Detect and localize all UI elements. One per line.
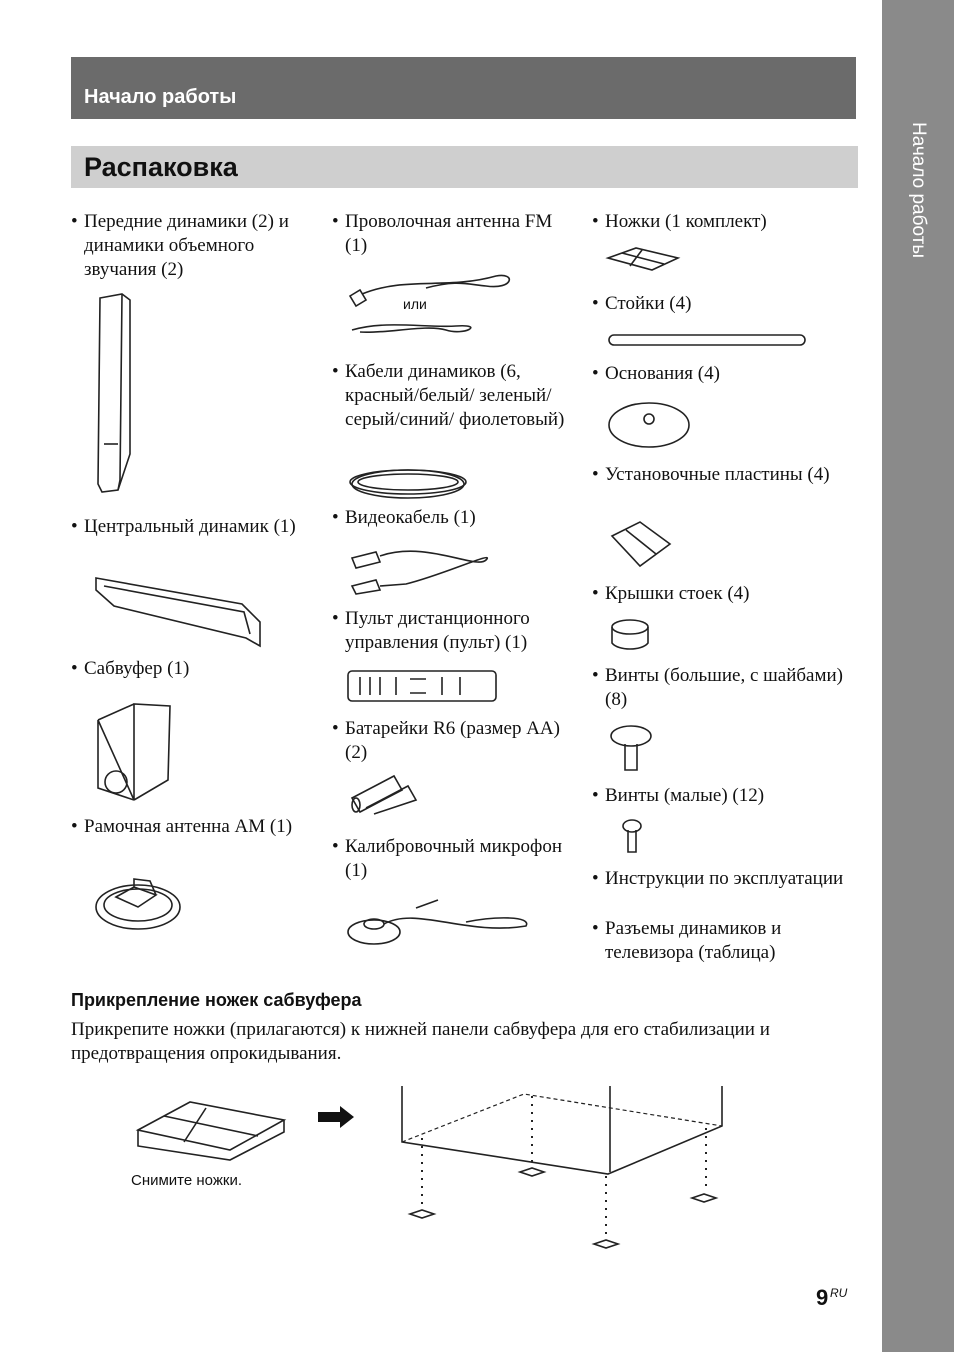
item-bases: • Основания (4) — [592, 362, 855, 386]
page-number: 9 — [816, 1285, 829, 1310]
page-title-bar — [71, 146, 858, 188]
page-title: Распаковка — [84, 152, 238, 182]
arrow-right-icon — [316, 1104, 356, 1130]
speaker-cables-illustration — [346, 464, 474, 500]
subsection-title: Прикрепление ножек сабвуфера — [71, 990, 362, 1010]
item-remote: • Пульт дистанционного управления (пульт) (1) — [332, 607, 575, 655]
item-covers: • Крышки стоек (4) — [592, 582, 855, 606]
page-suffix: RU — [830, 1286, 848, 1300]
large-screw-illustration — [609, 722, 657, 774]
am-antenna-illustration — [94, 873, 184, 933]
video-cable-illustration — [346, 540, 492, 594]
subwoofer-bottom-illustration — [396, 1084, 732, 1256]
feet-sheet-illustration — [134, 1098, 292, 1162]
batteries-illustration — [346, 772, 422, 816]
mic-illustration — [346, 886, 532, 950]
item-front-speakers: • Передние динамики (2) и динамики объемного звучания (2) — [71, 210, 324, 282]
item-video-cable: • Видеокабель (1) — [332, 506, 565, 530]
base-illustration — [607, 397, 695, 451]
remove-feet-caption: Снимите ножки. — [131, 1172, 242, 1189]
item-center-speaker: • Центральный динамик (1) — [71, 515, 324, 539]
subsection-text: Прикрепите ножки (прилагаются) к нижней панели сабвуфера для его стабилизации и предотвращения опрокидывания. — [71, 1019, 770, 1064]
item-plates: • Установочные пластины (4) — [592, 463, 855, 487]
item-subwoofer: • Сабвуфер (1) — [71, 657, 324, 681]
plate-illustration — [610, 520, 672, 568]
item-screws-large: • Винты (большие, с шайбами) (8) — [592, 664, 855, 712]
item-batteries: • Батарейки R6 (размер AA) (2) — [332, 717, 565, 765]
side-tab-label: Начало работы — [908, 121, 929, 259]
section-header — [71, 57, 856, 119]
or-label: или — [403, 296, 427, 312]
pole-illustration — [607, 333, 807, 347]
item-screws-small: • Винты (малые) (12) — [592, 784, 855, 808]
center-speaker-illustration — [94, 576, 264, 648]
feet-illustration — [606, 246, 680, 274]
item-speaker-cables: • Кабели динамиков (6, красный/белый/ зеленый/серый/синий/ фиолетовый) — [332, 360, 575, 432]
small-screw-illustration — [620, 818, 644, 856]
fm-antenna-illustration — [346, 266, 516, 346]
subwoofer-illustration — [96, 702, 172, 804]
remote-illustration — [346, 669, 498, 703]
item-mic: • Калибровочный микрофон (1) — [332, 835, 565, 883]
front-speaker-illustration — [96, 294, 136, 494]
item-fm-antenna: • Проволочная антенна FM (1) — [332, 210, 565, 258]
section-header-label: Начало работы — [84, 86, 237, 108]
item-poles: • Стойки (4) — [592, 292, 855, 316]
cover-illustration — [608, 617, 654, 653]
item-am-antenna: • Рамочная антенна AM (1) — [71, 815, 324, 839]
item-feet: • Ножки (1 комплект) — [592, 210, 855, 234]
item-manual: • Инструкции по эксплуатации — [592, 867, 855, 891]
item-connections: • Разъемы динамиков и телевизора (таблица) — [592, 917, 855, 965]
